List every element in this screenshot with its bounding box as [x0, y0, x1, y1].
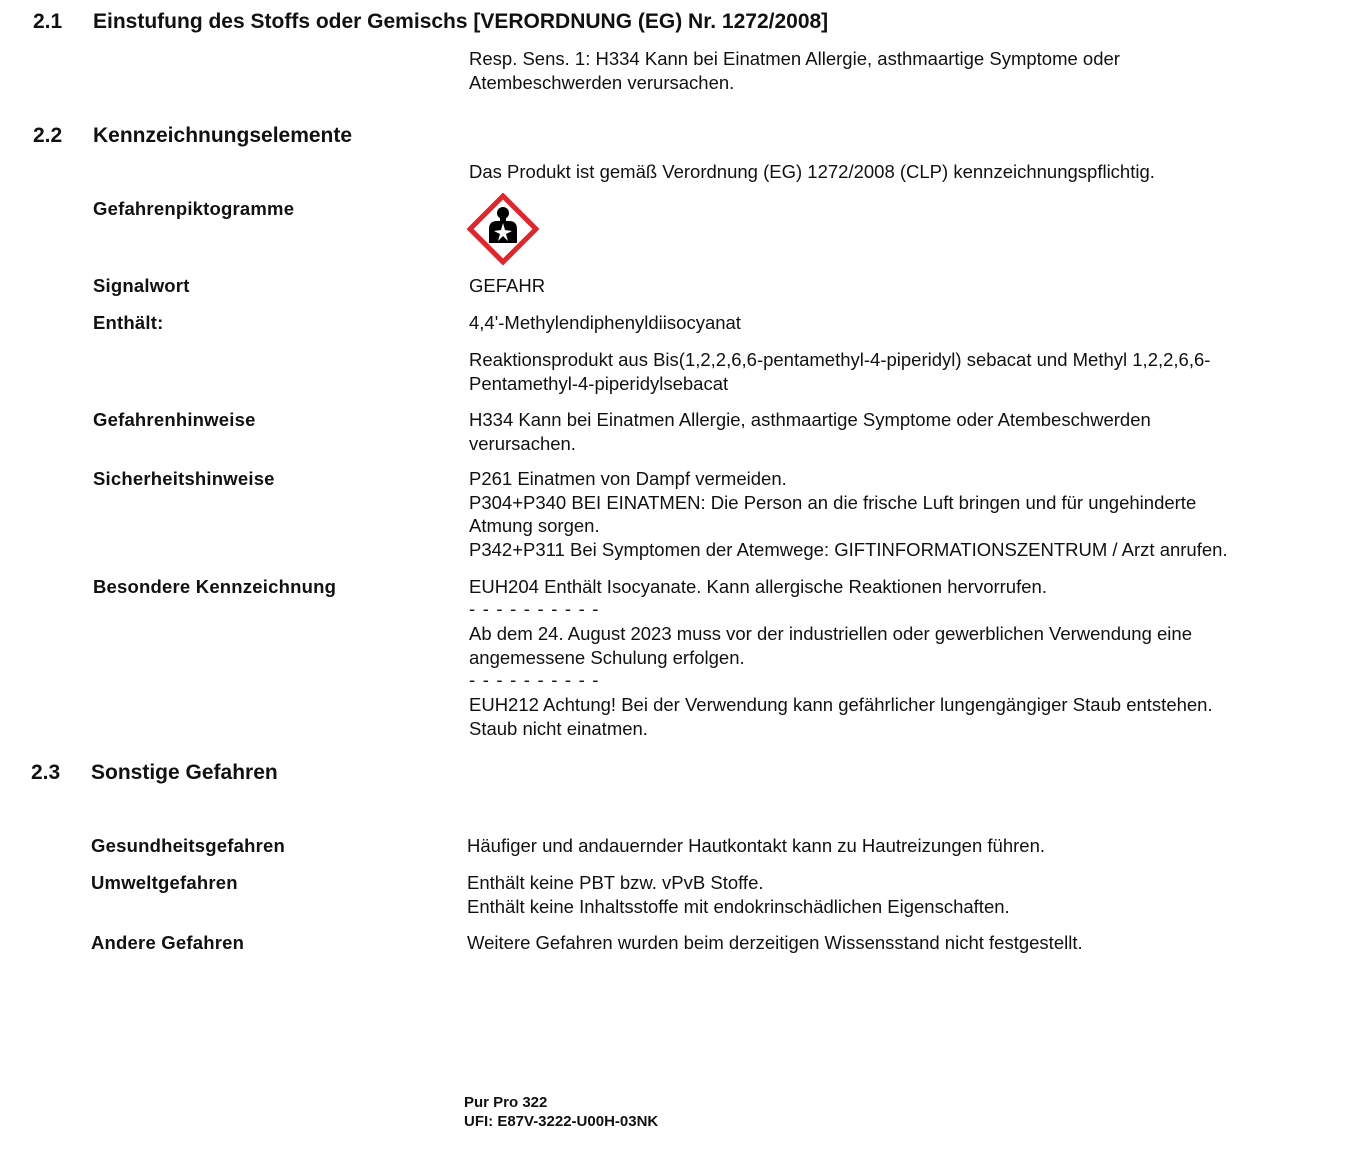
precautionary-statements-value: P261 Einatmen von Dampf vermeiden. P304+P340 BEI EINATMEN: Die Person an die frische Luft bringen und für ungehinderte Atmung sorgen. P342+P311 Bei Symptomen der Atemwege: GIFTINFORMATIONSZENTRUM / Arzt anrufen.: [469, 468, 1228, 560]
section-number-2-3: 2.3: [31, 761, 61, 784]
special-labelling-training: Ab dem 24. August 2023 muss vor der industriellen oder gewerblichen Verwendung eine angemessene Schulung erfolgen.: [469, 623, 1192, 668]
section-title-2-3: Sonstige Gefahren: [91, 761, 278, 784]
labelling-intro: Das Produkt ist gemäß Verordnung (EG) 1272/2008 (CLP) kennzeichnungspflichtig.: [469, 161, 1155, 182]
other-hazards-label: Andere Gefahren: [91, 932, 245, 953]
footer-product-name: Pur Pro 322: [464, 1094, 548, 1111]
health-hazard-ghs08-icon: [467, 193, 539, 265]
signal-word-value: GEFAHR: [469, 275, 546, 296]
section-title-2-2: Kennzeichnungselemente: [93, 124, 353, 147]
other-hazards-value: Weitere Gefahren wurden beim derzeitigen Wissensstand nicht festgestellt.: [467, 932, 1083, 953]
special-labelling-euh204: EUH204 Enthält Isocyanate. Kann allergische Reaktionen hervorrufen.: [469, 576, 1047, 597]
health-hazards-value: Häufiger und andauernder Hautkontakt kann zu Hautreizungen führen.: [467, 835, 1045, 856]
section-number-2-1: 2.1: [33, 10, 63, 33]
special-labelling-euh212: EUH212 Achtung! Bei der Verwendung kann gefährlicher lungengängiger Staub entstehen. Staub nicht einatmen.: [469, 694, 1213, 739]
pictograms-label: Gefahrenpiktogramme: [93, 198, 295, 219]
environmental-hazards-value: Enthält keine PBT bzw. vPvB Stoffe. Enthält keine Inhaltsstoffe mit endokrinschädlichen Eigenschaften.: [467, 872, 1010, 917]
contains-label: Enthält:: [93, 312, 164, 333]
signal-word-label: Signalwort: [93, 275, 190, 296]
contains-value-1: 4,4'-Methylendiphenyldiisocyanat: [469, 312, 741, 333]
section-title-2-1: Einstufung des Stoffs oder Gemischs [VERORDNUNG (EG) Nr. 1272/2008]: [93, 10, 829, 33]
contains-value-2: Reaktionsprodukt aus Bis(1,2,2,6,6-pentamethyl-4-piperidyl) sebacat und Methyl 1,2,2,6,6- Pentamethyl-4-piperidylsebacat: [469, 349, 1211, 394]
environmental-hazards-label: Umweltgefahren: [91, 872, 238, 893]
health-hazards-label: Gesundheitsgefahren: [91, 835, 285, 856]
footer-ufi: UFI: E87V-3222-U00H-03NK: [464, 1113, 659, 1130]
hazard-statements-label: Gefahrenhinweise: [93, 409, 256, 430]
separator-1: - - - - - - - - - -: [469, 598, 600, 619]
classification-text: Resp. Sens. 1: H334 Kann bei Einatmen Allergie, asthmaartige Symptome oder Atembeschwerden verursachen.: [469, 48, 1120, 93]
special-labelling-label: Besondere Kennzeichnung: [93, 576, 337, 597]
hazard-statements-value: H334 Kann bei Einatmen Allergie, asthmaartige Symptome oder Atembeschwerden verursachen.: [469, 409, 1151, 454]
section-number-2-2: 2.2: [33, 124, 63, 147]
separator-2: - - - - - - - - - -: [469, 669, 600, 690]
precautionary-statements-label: Sicherheitshinweise: [93, 468, 275, 489]
